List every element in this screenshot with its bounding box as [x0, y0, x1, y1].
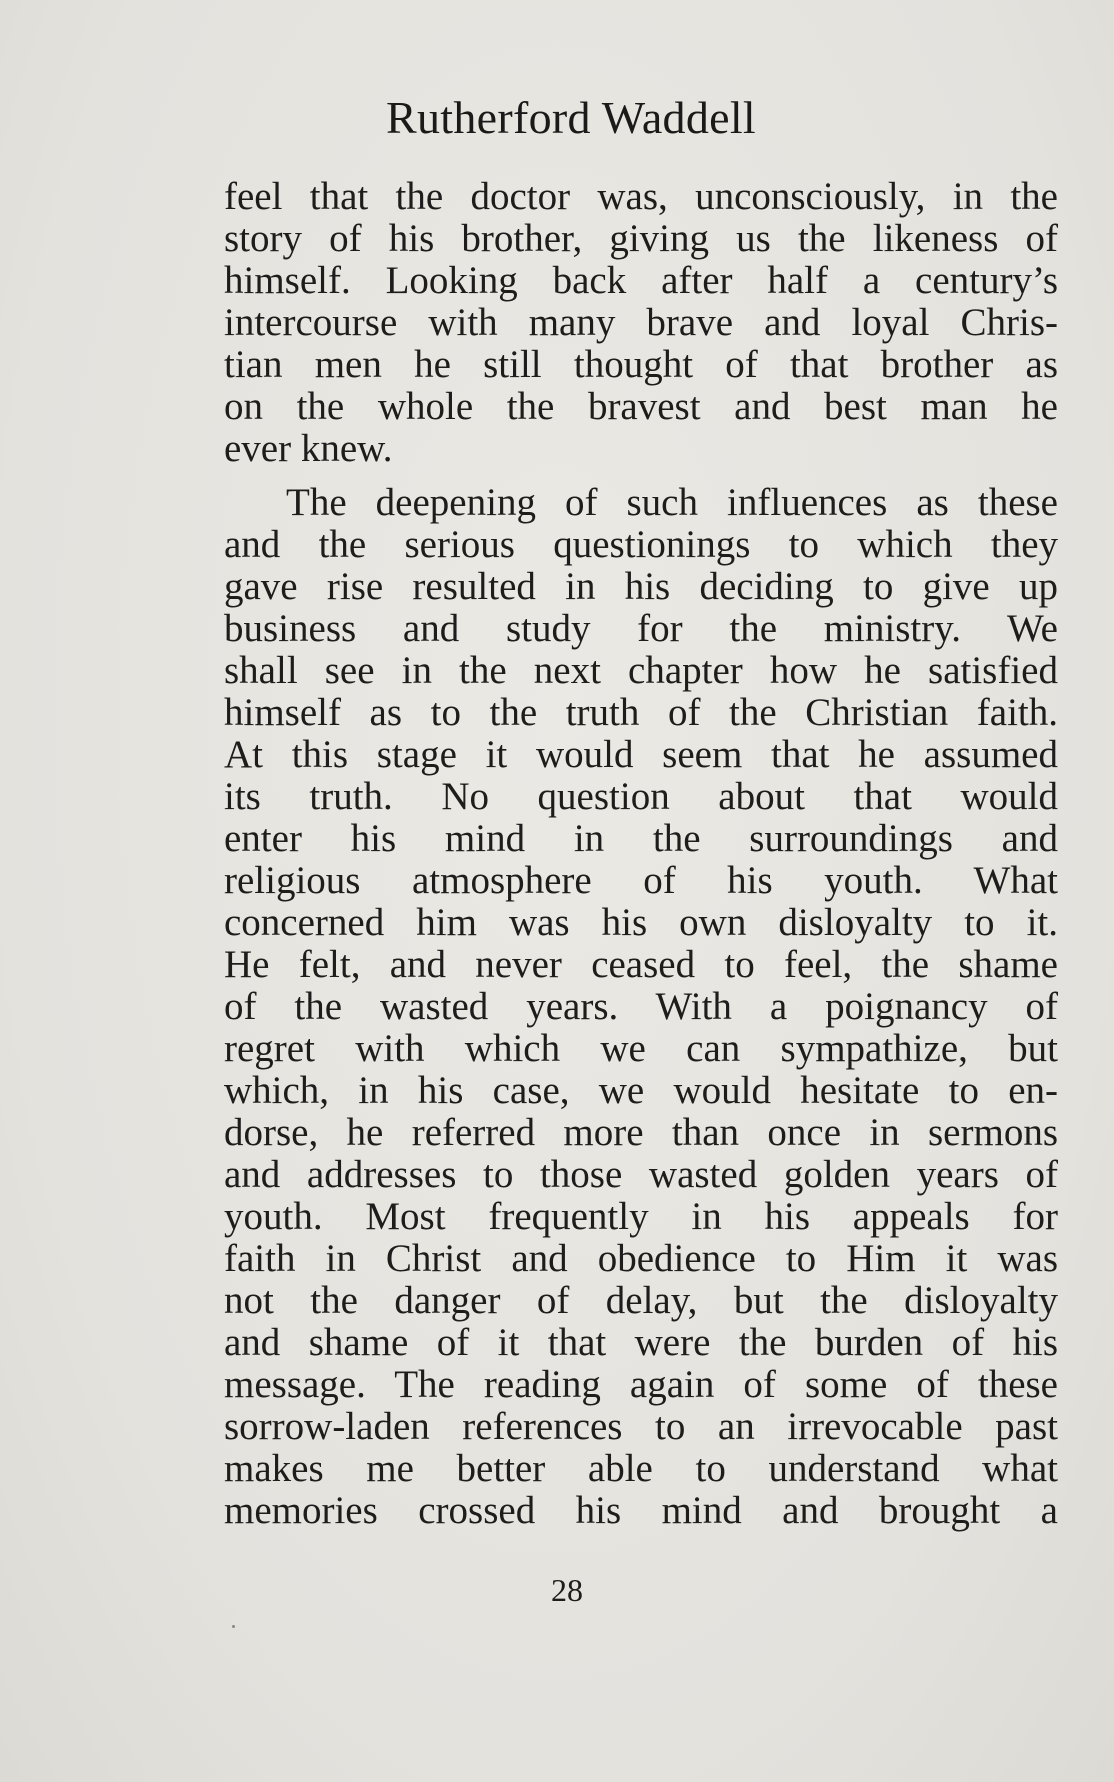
running-head: Rutherford Waddell [385, 92, 757, 143]
paragraph-1 [224, 176, 1058, 470]
body-text [224, 176, 1058, 1532]
text-line: its truth. No question about that would [224, 775, 1058, 818]
text-line: himself. Looking back after half a century’s [224, 259, 1058, 302]
text-line: story of his brother, giving us the likeness of [224, 217, 1058, 260]
text-line: youth. Most frequently in his appeals for [224, 1195, 1058, 1238]
text-line: message. The reading again of some of these [224, 1363, 1058, 1406]
text-line: The deepening of such influences as these [286, 481, 1058, 524]
text-line: and shame of it that were the burden of his [224, 1321, 1058, 1364]
text-line: of the wasted years. With a poignancy of [224, 985, 1058, 1028]
text-line: enter his mind in the surroundings and [224, 817, 1058, 860]
text-line: memories crossed his mind and brought a [224, 1489, 1058, 1532]
text-line: on the whole the bravest and best man he [224, 385, 1058, 428]
text-line: At this stage it would seem that he assumed [224, 733, 1058, 776]
text-line: concerned him was his own disloyalty to it. [224, 901, 1058, 944]
text-line: shall see in the next chapter how he satisfied [224, 649, 1058, 692]
text-line: which, in his case, we would hesitate to en- [224, 1069, 1058, 1112]
text-line: intercourse with many brave and loyal Chris- [224, 301, 1058, 344]
page-number: 28 [551, 1572, 583, 1608]
text-line: not the danger of delay, but the disloyalty [224, 1279, 1058, 1322]
text-line: and the serious questionings to which they [224, 523, 1058, 566]
text-line: faith in Christ and obedience to Him it was [224, 1237, 1058, 1280]
text-line: feel that the doctor was, unconsciously, in the [224, 175, 1058, 218]
text-line: He felt, and never ceased to feel, the shame [224, 943, 1058, 986]
text-line: ever knew. [224, 427, 393, 470]
text-line: sorrow-laden references to an irrevocable past [224, 1405, 1058, 1448]
text-line: religious atmosphere of his youth. What [224, 859, 1058, 902]
text-line: makes me better able to understand what [224, 1447, 1058, 1490]
text-line: dorse, he referred more than once in sermons [224, 1111, 1058, 1154]
text-line: business and study for the ministry. We [224, 607, 1058, 650]
text-line: gave rise resulted in his deciding to give up [224, 565, 1058, 608]
text-line: and addresses to those wasted golden years of [224, 1153, 1058, 1196]
paragraph-2 [224, 482, 1058, 1532]
text-line: tian men he still thought of that brother as [224, 343, 1058, 386]
paper-speck [232, 1625, 235, 1628]
text-line: regret with which we can sympathize, but [224, 1027, 1058, 1070]
text-line: himself as to the truth of the Christian faith. [224, 691, 1058, 734]
